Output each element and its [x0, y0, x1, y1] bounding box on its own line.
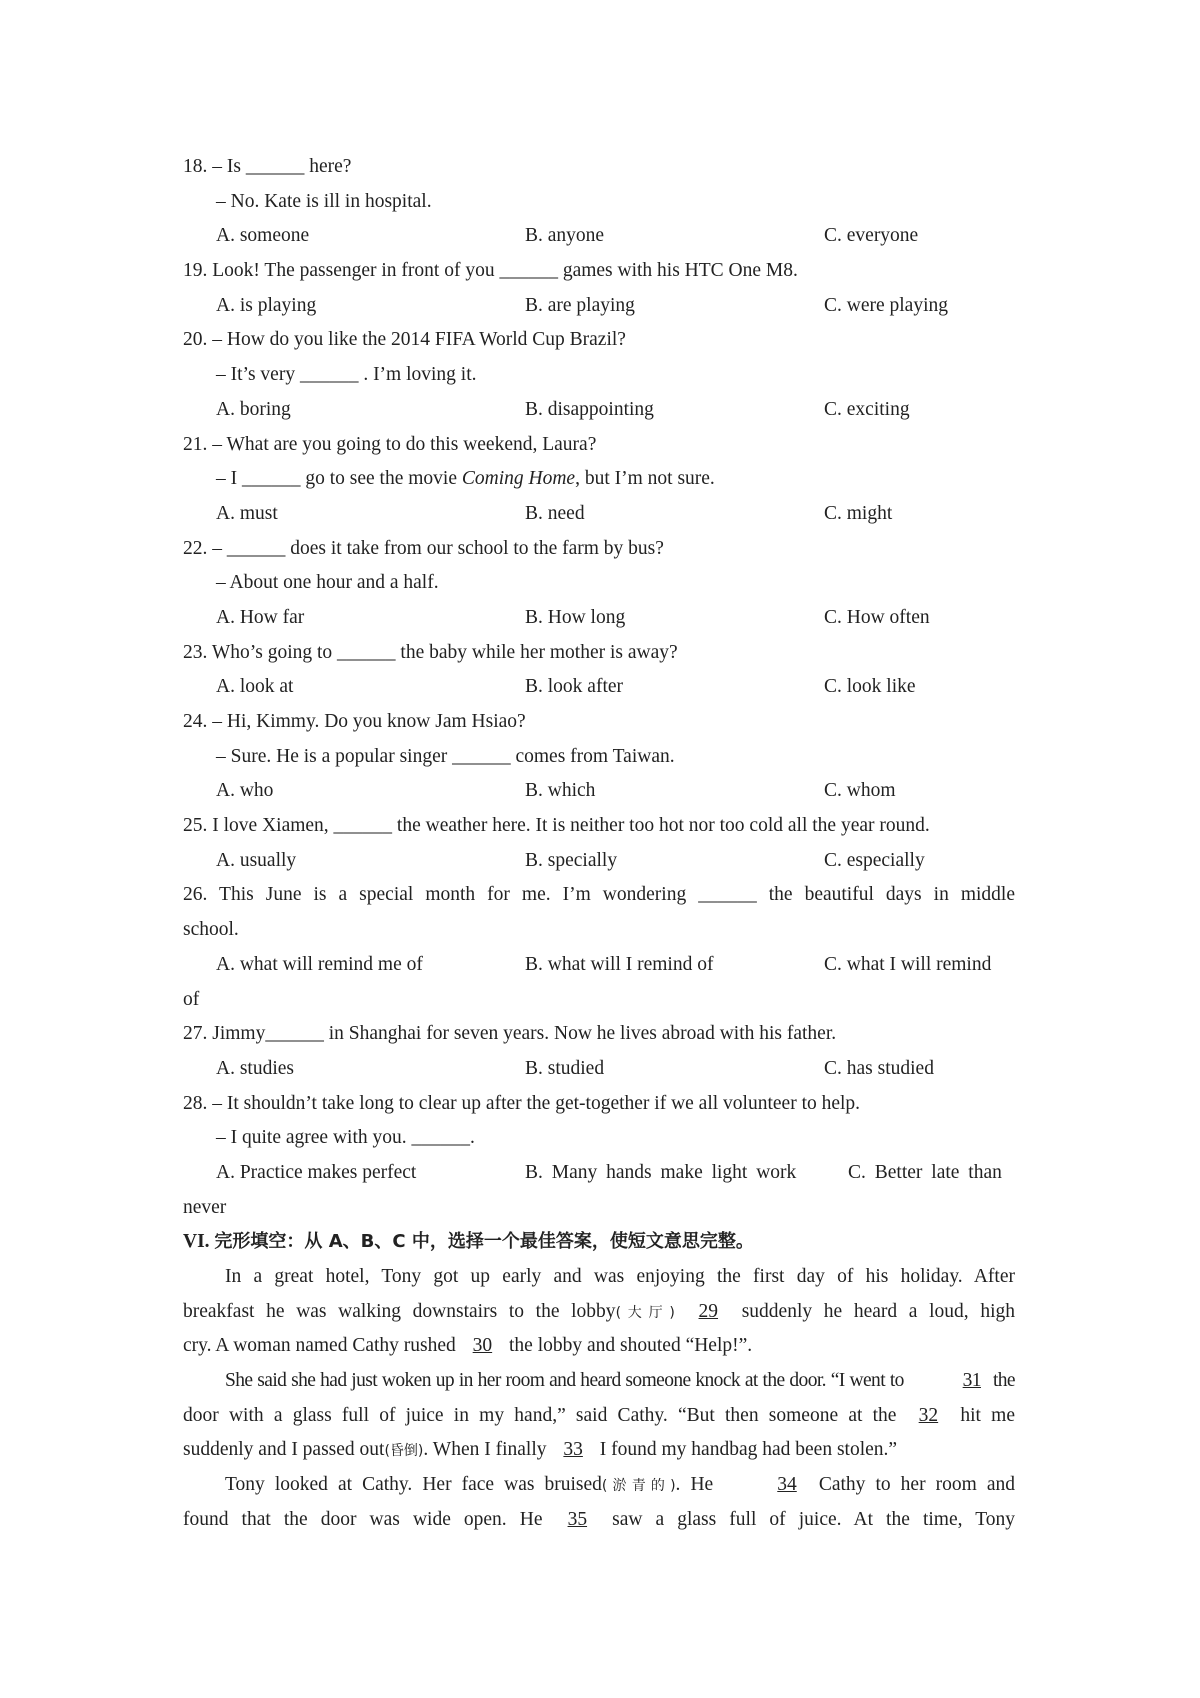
- options-row: [183, 1156, 1015, 1191]
- cloze-passage: [183, 1260, 1015, 1538]
- question-26: [183, 878, 1015, 1017]
- option-a: A. How far: [216, 606, 305, 628]
- question-text: – About one hour and a half.: [216, 572, 439, 594]
- question-text: – Sure. He is a popular singer ______ comes from Taiwan.: [216, 745, 675, 767]
- question-text: – Is ______ here?: [212, 156, 352, 177]
- question-text: – It’s very ______ . I’m loving it.: [216, 364, 477, 386]
- passage-line: She said she had just woken up in her room and heard someone knock at the door. “I went to 31 the: [183, 1364, 1015, 1399]
- question-number: 19.: [183, 260, 208, 282]
- option-c: C. might: [824, 502, 893, 524]
- question-20: [183, 323, 1015, 427]
- option-c: C. what I will remind: [824, 953, 992, 975]
- question-19: [183, 254, 1015, 323]
- question-text: Jimmy______ in Shanghai for seven years. Now he lives abroad with his father.: [212, 1023, 837, 1045]
- question-21: [183, 428, 1015, 532]
- option-c: C. How often: [824, 606, 930, 628]
- option-wrap: never: [183, 1196, 227, 1218]
- option-c: C. whom: [824, 780, 896, 802]
- option-c: C. everyone: [824, 225, 919, 247]
- question-24: [183, 705, 1015, 809]
- question-28: [183, 1087, 1015, 1226]
- passage-line: In a great hotel, Tony got up early and was enjoying the first day of his holiday. After: [225, 1266, 1015, 1287]
- option-b: B. anyone: [525, 225, 605, 247]
- option-a: A. Practice makes perfect: [216, 1161, 417, 1183]
- option-b: B. specially: [525, 849, 618, 871]
- option-b: B. look after: [525, 676, 624, 698]
- option-a: A. who: [216, 780, 274, 802]
- question-number: 18.: [183, 156, 208, 177]
- option-a: A. what will remind me of: [216, 953, 423, 975]
- options-row: [183, 289, 1015, 324]
- blank-34: 34: [777, 1474, 797, 1496]
- option-b: B. are playing: [525, 294, 635, 316]
- question-25: [183, 809, 1015, 878]
- blank-30: 30: [472, 1335, 493, 1357]
- section-number: VI.: [183, 1231, 210, 1253]
- option-c: C. were playing: [824, 294, 949, 316]
- blank-35: 35: [567, 1508, 588, 1530]
- chinese-gloss: (大厅): [615, 1304, 675, 1321]
- question-27: [183, 1017, 1015, 1086]
- option-c: C. especially: [824, 849, 925, 871]
- exam-page: [183, 150, 1015, 1538]
- question-number: 21.: [183, 433, 208, 455]
- question-text: Who’s going to ______ the baby while her mother is away?: [211, 641, 678, 663]
- option-c: C. Better late than: [848, 1161, 1002, 1183]
- passage-line: cry. A woman named Cathy rushed 30 the lobby and shouted “Help!”.: [183, 1329, 1015, 1364]
- option-a: A. is playing: [216, 294, 317, 316]
- section-title: 完形填空：从 A、B、C 中，选择一个最佳答案，使短文意思完整。: [214, 1231, 754, 1253]
- option-b: B. need: [525, 502, 585, 524]
- passage-line: breakfast he was walking downstairs to the lobby(大厅) 29 suddenly he heard a loud, high: [183, 1295, 1015, 1330]
- section-heading: [183, 1225, 1015, 1260]
- question-23: [183, 636, 1015, 705]
- option-a: A. studies: [216, 1057, 294, 1079]
- option-wrap: of: [183, 988, 200, 1010]
- question-22: [183, 532, 1015, 636]
- question-text: – I ______ go to see the movie Coming Home, but I’m not sure.: [216, 468, 715, 490]
- blank-29: 29: [698, 1300, 719, 1322]
- question-text: – It shouldn’t take long to clear up after the get-together if we all volunteer to help.: [212, 1092, 861, 1114]
- question-text: – ______ does it take from our school to the farm by bus?: [212, 537, 664, 559]
- option-c: C. look like: [824, 676, 916, 698]
- option-b: B. which: [525, 780, 596, 802]
- question-number: 22.: [183, 537, 208, 559]
- question-number: 27.: [183, 1023, 208, 1045]
- question-text: – Hi, Kimmy. Do you know Jam Hsiao?: [212, 711, 526, 732]
- option-a: A. usually: [216, 849, 297, 871]
- passage-line: found that the door was wide open. He 35 saw a glass full of juice. At the time, Tony: [183, 1503, 1015, 1538]
- question-18: [183, 150, 1015, 254]
- question-text: Look! The passenger in front of you ______ games with his HTC One M8.: [212, 260, 798, 282]
- question-text: – No. Kate is ill in hospital.: [216, 190, 432, 212]
- passage-line: Tony looked at Cathy. Her face was bruised(淤青的). He 34 Cathy to her room and: [183, 1468, 1015, 1503]
- option-c: C. exciting: [824, 398, 910, 420]
- options-row: [183, 670, 1015, 705]
- options-row: [183, 601, 1015, 636]
- chinese-gloss: (昏倒): [384, 1443, 424, 1460]
- option-b: B. Many hands make light work: [525, 1161, 797, 1183]
- question-text: This June is a special month for me. I’m wondering ______ the beautiful days in middle: [219, 884, 1015, 906]
- question-number: 25.: [183, 815, 208, 837]
- question-number: 28.: [183, 1092, 208, 1114]
- option-a: A. boring: [216, 398, 291, 420]
- question-number: 26.: [183, 884, 208, 906]
- question-number: 23.: [183, 641, 208, 663]
- chinese-gloss: (淤青的): [601, 1478, 676, 1495]
- options-row: [183, 219, 1015, 254]
- question-text: school.: [183, 919, 239, 941]
- option-a: A. must: [216, 502, 278, 524]
- option-b: B. studied: [525, 1057, 605, 1079]
- passage-line: door with a glass full of juice in my hand,” said Cathy. “But then someone at the 32 hit me: [183, 1399, 1015, 1434]
- option-b: B. what will I remind of: [525, 953, 714, 975]
- options-row: [183, 844, 1015, 879]
- options-row: [183, 774, 1015, 809]
- option-a: A. look at: [216, 676, 294, 698]
- question-text: – What are you going to do this weekend, Laura?: [212, 433, 597, 455]
- options-row: [183, 1052, 1015, 1087]
- question-number: 20.: [183, 329, 208, 351]
- blank-31: 31: [962, 1370, 981, 1392]
- passage-line: suddenly and I passed out(昏倒). When I finally 33 I found my handbag had been stolen.”: [183, 1433, 1015, 1468]
- options-row: [183, 497, 1015, 532]
- option-a: A. someone: [216, 225, 310, 247]
- option-b: B. disappointing: [525, 398, 654, 420]
- question-text: – How do you like the 2014 FIFA World Cup Brazil?: [212, 329, 626, 351]
- options-row: [183, 393, 1015, 428]
- question-number: 24.: [183, 711, 208, 732]
- question-text: I love Xiamen, ______ the weather here. It is neither too hot nor too cold all the year round.: [212, 815, 930, 837]
- options-row: [183, 948, 1015, 983]
- movie-title: Coming Home: [461, 468, 576, 490]
- question-text: – I quite agree with you. ______.: [216, 1127, 475, 1149]
- option-c: C. has studied: [824, 1057, 934, 1079]
- blank-33: 33: [563, 1439, 583, 1461]
- option-b: B. How long: [525, 606, 626, 628]
- blank-32: 32: [918, 1404, 939, 1426]
